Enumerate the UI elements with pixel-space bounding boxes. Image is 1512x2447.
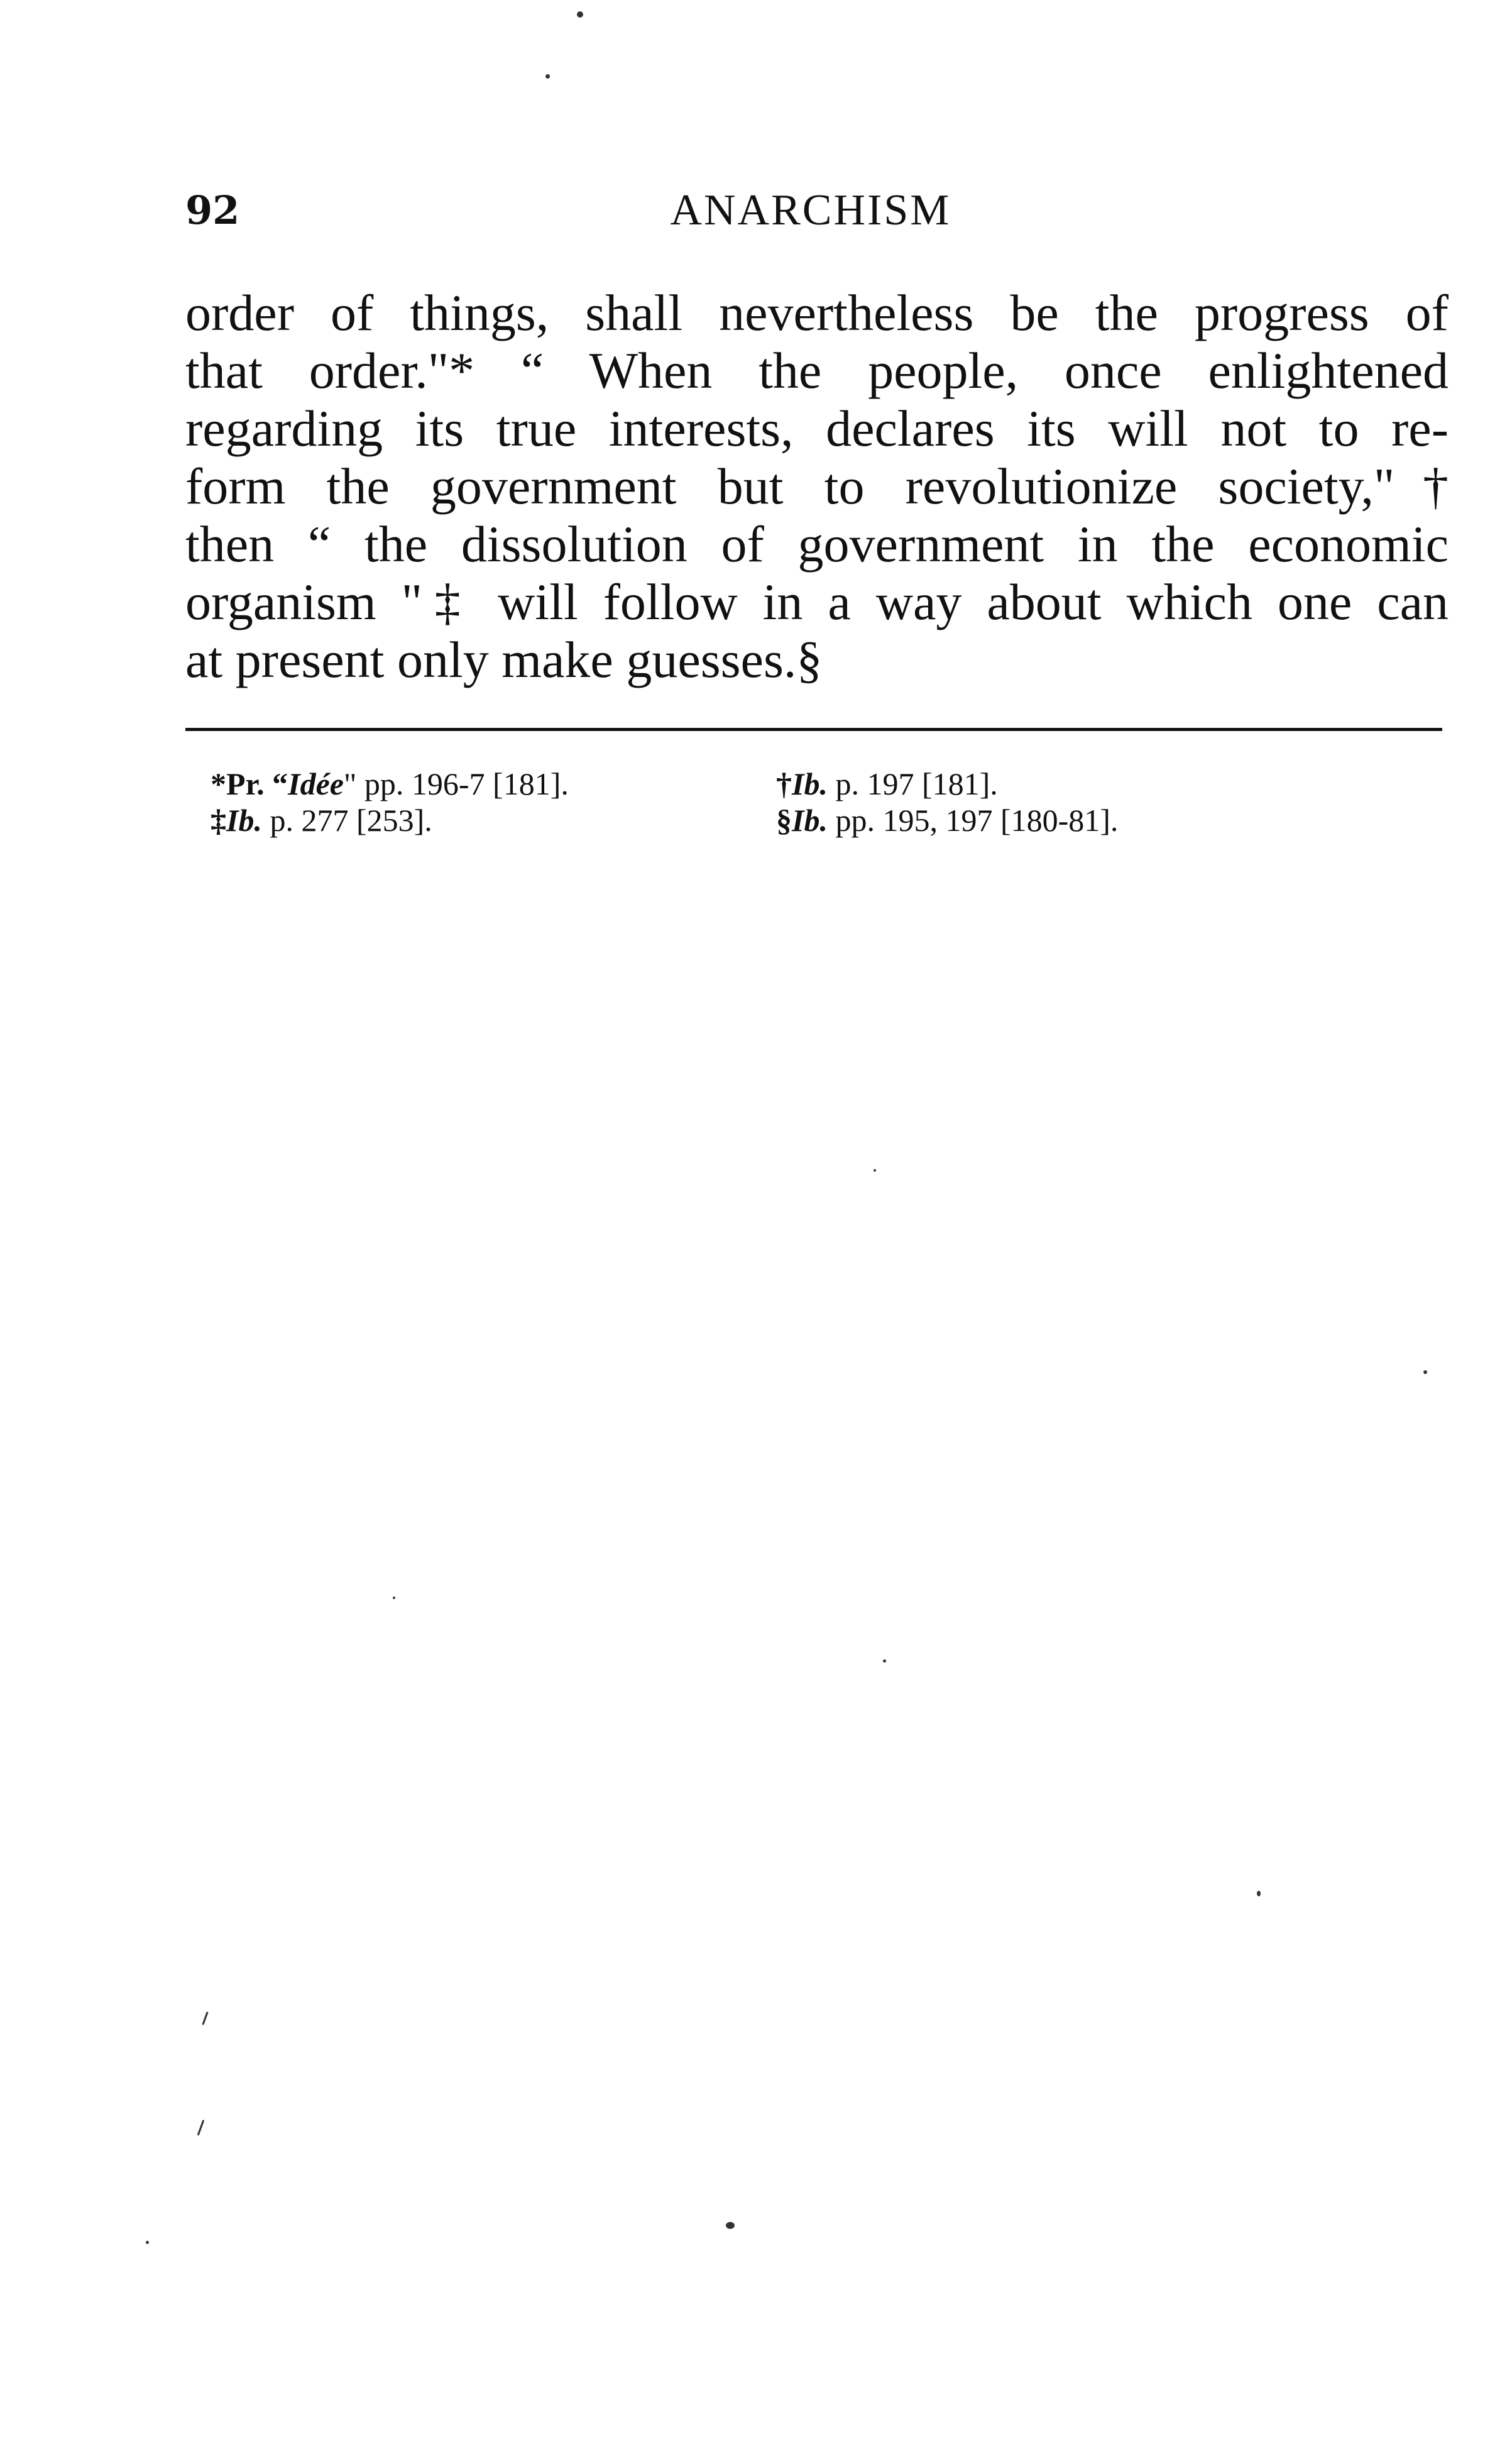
scan-speck — [726, 2222, 735, 2229]
scan-speck — [883, 1659, 886, 1663]
footnote — [776, 802, 1118, 839]
scan-speck — [1423, 1370, 1427, 1374]
scan-speck — [393, 1597, 395, 1599]
footnote-prefix: Pr. “ — [226, 766, 288, 801]
footnote — [211, 802, 432, 839]
scan-speck — [577, 11, 583, 18]
footnote-row — [211, 766, 1430, 802]
footnote-text: pp. 195, 197 [180-81]. — [827, 803, 1119, 838]
footnote-source: Ib. — [226, 803, 262, 838]
scan-speck — [197, 2120, 205, 2135]
footnote-text: p. 197 [181]. — [827, 766, 998, 801]
body-line: organism "‡ will follow in a way about which one can — [185, 573, 1449, 630]
running-head: ANARCHISM — [670, 186, 951, 234]
footnote-source: Idée — [288, 766, 344, 801]
footnote-text: p. 277 [253]. — [261, 803, 432, 838]
footnote-rule — [185, 728, 1442, 731]
footnote-source: Ib. — [792, 766, 828, 801]
body-line: that order."* “ When the people, once enlightened — [185, 342, 1449, 399]
body-line: form the government but to revolutionize society,"† — [185, 458, 1449, 515]
footnote — [211, 766, 569, 802]
footnote-mark: § — [776, 803, 792, 838]
footnote-mark: † — [776, 766, 792, 801]
footnote-mark: * — [211, 766, 226, 801]
footnote-row — [211, 802, 1430, 839]
page-number: 92 — [185, 187, 240, 233]
footnote-source: Ib. — [792, 803, 828, 838]
body-line: then “ the dissolution of government in the economic — [185, 515, 1449, 573]
footnote-text: " pp. 196-7 [181]. — [344, 766, 569, 801]
page-header — [185, 179, 1436, 242]
body-text — [185, 284, 1449, 689]
scan-speck — [545, 74, 550, 79]
scan-speck — [874, 1169, 876, 1172]
footnotes — [211, 766, 1430, 839]
footnote — [776, 766, 998, 802]
body-line: at present only make guesses.§ — [185, 631, 823, 688]
body-line: regarding its true interests, declares its will not to re- — [185, 400, 1449, 457]
scan-speck — [146, 2241, 149, 2244]
body-line: order of things, shall nevertheless be the progress of — [185, 284, 1449, 341]
footnote-mark: ‡ — [211, 803, 226, 838]
scan-speck — [1257, 1891, 1261, 1896]
scan-speck — [202, 2011, 208, 2025]
